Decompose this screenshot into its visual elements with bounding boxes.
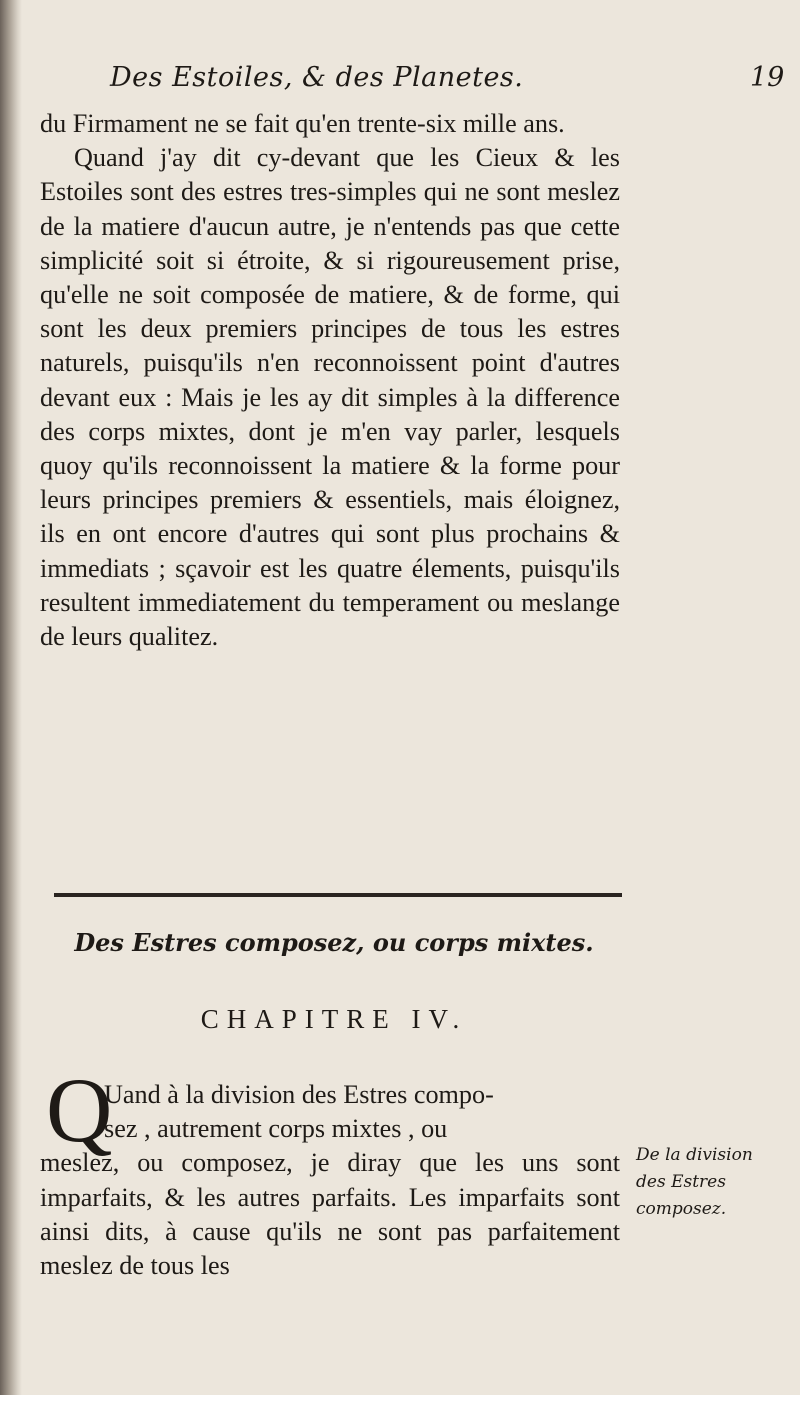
body-text-before-chapter [40, 107, 620, 654]
chapter-heading: Des Estres composez, ou corps mixtes. [74, 928, 594, 957]
page-number: 19 [750, 62, 785, 93]
chapter-number: CHAPITRE IV. [200, 1004, 468, 1034]
section-rule [54, 893, 622, 897]
chapter-line-2: sez , autrement corps mixtes , ou [104, 1114, 448, 1144]
chapter-line-1: Uand à la division des Estres compo- [104, 1080, 494, 1109]
drop-cap: Q [46, 1059, 113, 1161]
continued-line: du Firmament ne se fait qu'en trente-six mille ans. [40, 109, 565, 138]
chapter-body-text [40, 1078, 620, 1283]
running-head: Des Estoiles, & des Planetes. [110, 62, 524, 93]
margin-note: De la division des Estres composez. [636, 1145, 753, 1219]
chapter-body-rest: meslez, ou composez, je diray que les uns sont imparfaits, & les autres parfaits. Les imparfaits sont ainsi dits, à cause qu'ils ne sont pas parfaitement meslez de tous les [40, 1148, 620, 1281]
paragraph-simplicity: Quand j'ay dit cy-devant que les Cieux & les Estoiles sont des estres tres-simples qui ne sont meslez de la matiere d'aucun autre, je n'entends pas que cette simplicité soit si étroite, & si rigoureusement prise, qu'elle ne soit composée de matiere, & de forme, qui sont les deux premiers principes de tous les estres naturels, puisqu'ils n'en reconnoissent point d'autres devant eux : Mais je les ay dit simples à la difference des corps mixtes, dont je m'en vay parler, lesquels quoy qu'ils reconnoissent la matiere & la forme pour leurs principes premiers & essentiels, mais éloignez, ils en ont encore d'autres qui sont plus prochains & immediats ; sçavoir est les quatre élements, puisqu'ils resultent immediatement du temperament ou meslange de leurs qualitez. [40, 143, 620, 652]
